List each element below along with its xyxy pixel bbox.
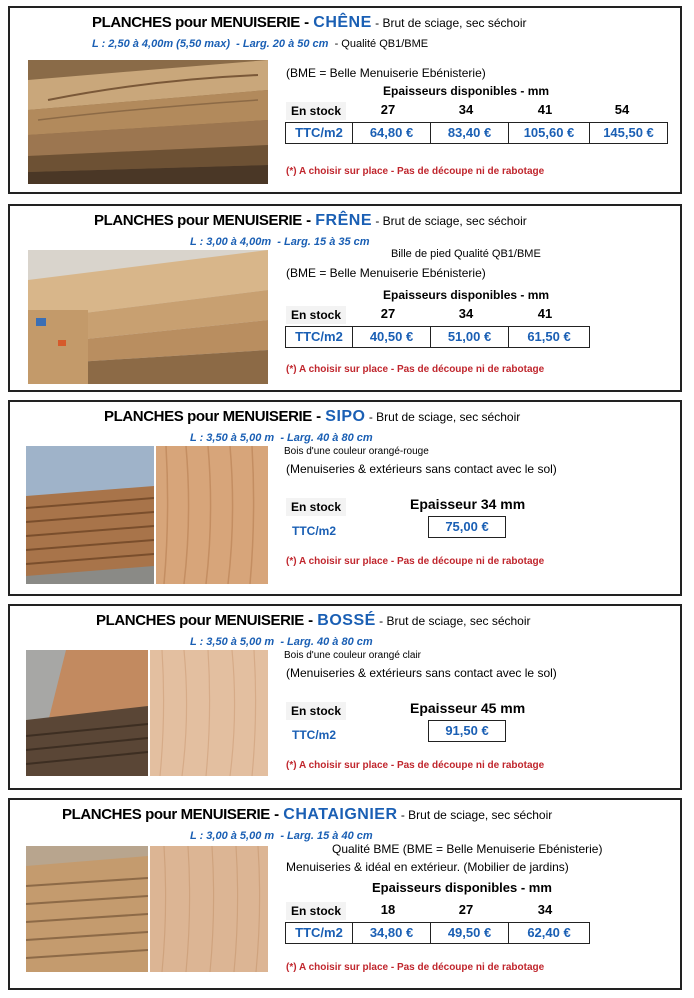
dimensions: L : 3,50 à 5,00 m - Larg. 40 à 80 cm (190, 432, 373, 444)
thickness-value: 34 (458, 102, 474, 117)
sipo-stack-photo (26, 446, 154, 584)
price-row (285, 122, 668, 144)
dimensions: L : 3,50 à 5,00 m - Larg. 40 à 80 cm (190, 636, 373, 648)
card-chene (8, 6, 682, 194)
dimensions: L : 3,00 à 5,00 m - Larg. 15 à 40 cm (190, 830, 373, 842)
footnote: (*) A choisir sur place - Pas de découpe ni de rabotage (286, 962, 545, 973)
dimensions: L : 3,00 à 4,00m - Larg. 15 à 35 cm (190, 236, 370, 248)
card-title: PLANCHES pour MENUISERIE - CHATAIGNIER - Brut de sciage, sec séchoir (62, 806, 553, 823)
price-row (285, 922, 590, 944)
ttc-label: TTC/m2 (292, 728, 337, 742)
stock-label: En stock (286, 702, 346, 720)
price-cell: 40,50 € (353, 327, 431, 347)
price-row (285, 326, 590, 348)
chestnut-stack-photo (26, 846, 148, 972)
note-line: Menuiseries & idéal en extérieur. (Mobilier de jardins) (286, 860, 569, 874)
price-cell: 49,50 € (431, 923, 509, 943)
note-line: (BME = Belle Menuiserie Ebénisterie) (286, 66, 486, 80)
note-line: (BME = Belle Menuiserie Ebénisterie) (286, 266, 486, 280)
bosse-stack-photo (26, 650, 148, 776)
price-cell: 145,50 € (603, 125, 654, 140)
note-line: Qualité BME (BME = Belle Menuiserie Ebénisterie) (332, 842, 603, 856)
thickness-value: 18 (380, 902, 396, 917)
note-line: (Menuiseries & extérieurs sans contact avec le sol) (286, 666, 557, 680)
ttc-label: TTC/m2 (292, 524, 337, 538)
price-cell: 75,00 € (428, 516, 506, 538)
note-line: Bois d'une couleur orangé-rouge (284, 446, 429, 457)
ash-planks-photo (28, 250, 268, 384)
price-cell: 61,50 € (527, 329, 571, 344)
ttc-label: TTC/m2 (286, 923, 353, 943)
thickness-title: Epaisseur 45 mm (410, 700, 526, 716)
card-title: PLANCHES pour MENUISERIE - BOSSÉ - Brut de sciage, sec séchoir (96, 612, 531, 629)
thickness-value: 27 (380, 102, 396, 117)
note-line: Bois d'une couleur orangé clair (284, 650, 421, 661)
footnote: (*) A choisir sur place - Pas de découpe ni de rabotage (286, 364, 545, 375)
note-line: Bille de pied Qualité QB1/BME (391, 248, 541, 260)
price-cell: 64,80 € (353, 123, 431, 143)
thickness-title: Epaisseurs disponibles - mm (383, 84, 550, 98)
dimensions: L : 2,50 à 4,00m (5,50 max) - Larg. 20 à 50 cm - Qualité QB1/BME (92, 38, 429, 50)
ttc-label: TTC/m2 (286, 327, 353, 347)
thickness-value: 41 (537, 306, 553, 321)
card-title: PLANCHES pour MENUISERIE - SIPO - Brut de sciage, sec séchoir (104, 408, 521, 425)
card-title: PLANCHES pour MENUISERIE - CHÊNE - Brut de sciage, sec séchoir (92, 14, 527, 31)
thickness-title: Epaisseurs disponibles - mm (383, 288, 550, 302)
price-cell: 51,00 € (431, 327, 509, 347)
price-cell: 34,80 € (353, 923, 431, 943)
price-cell: 83,40 € (431, 123, 509, 143)
wood-name: CHATAIGNIER (283, 806, 398, 823)
chestnut-grain-photo (150, 846, 268, 972)
thickness-value: 54 (614, 102, 630, 117)
card-bosse (8, 604, 682, 790)
card-chataignier (8, 798, 682, 990)
card-title: PLANCHES pour MENUISERIE - FRÊNE - Brut de sciage, sec séchoir (94, 212, 527, 229)
thickness-value: 41 (537, 102, 553, 117)
oak-planks-photo (28, 60, 268, 184)
stock-label: En stock (286, 102, 346, 120)
card-frene (8, 204, 682, 392)
thickness-value: 34 (537, 902, 553, 917)
sipo-grain-photo (156, 446, 268, 584)
thickness-title: Epaisseur 34 mm (410, 496, 526, 512)
stock-label: En stock (286, 306, 346, 324)
price-cell: 105,60 € (509, 123, 590, 143)
wood-name: BOSSÉ (317, 612, 376, 629)
stock-label: En stock (286, 498, 346, 516)
wood-name: FRÊNE (315, 212, 372, 229)
thickness-value: 27 (458, 902, 474, 917)
note-line: (Menuiseries & extérieurs sans contact avec le sol) (286, 462, 557, 476)
card-sipo (8, 400, 682, 596)
stock-label: En stock (286, 902, 346, 920)
wood-name: CHÊNE (313, 14, 372, 31)
footnote: (*) A choisir sur place - Pas de découpe ni de rabotage (286, 760, 545, 771)
footnote: (*) A choisir sur place - Pas de découpe ni de rabotage (286, 166, 545, 177)
thickness-value: 34 (458, 306, 474, 321)
price-cell: 91,50 € (428, 720, 506, 742)
thickness-value: 27 (380, 306, 396, 321)
bosse-grain-photo (150, 650, 268, 776)
price-cell: 62,40 € (527, 925, 571, 940)
footnote: (*) A choisir sur place - Pas de découpe ni de rabotage (286, 556, 545, 567)
ttc-label: TTC/m2 (286, 123, 353, 143)
wood-name: SIPO (325, 408, 366, 425)
thickness-title: Epaisseurs disponibles - mm (372, 880, 552, 895)
